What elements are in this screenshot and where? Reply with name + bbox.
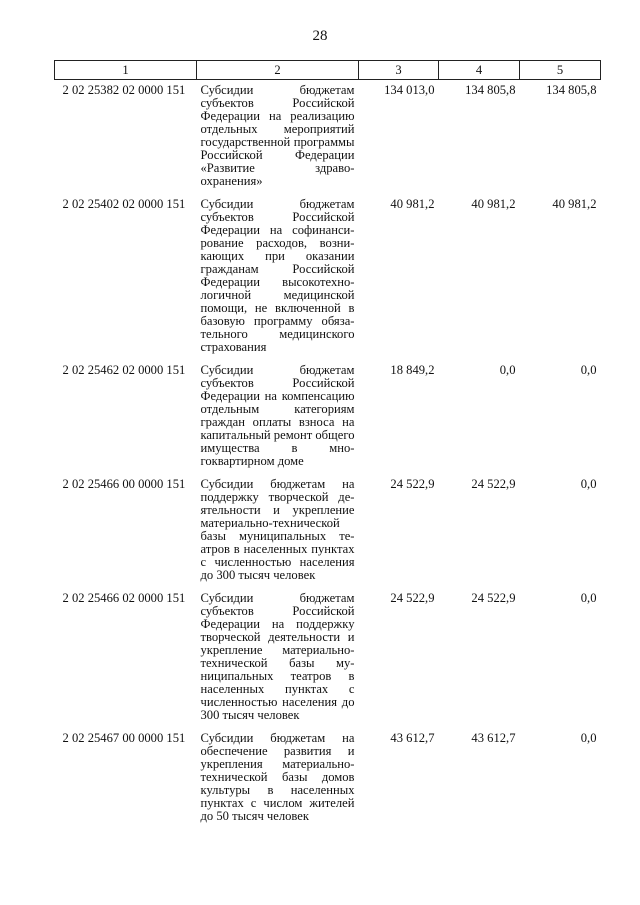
table-row	[55, 474, 601, 588]
page-number: 28	[312, 28, 328, 44]
budget-code: 2 02 25382 02 0000 151	[62, 83, 186, 97]
column-header-4: 4	[439, 61, 520, 80]
budget-code: 2 02 25466 02 0000 151	[62, 591, 186, 605]
value-col-4: 40 981,2	[471, 197, 516, 211]
value-col-5: 134 805,8	[546, 83, 597, 97]
value-col-3: 24 522,9	[390, 477, 435, 491]
budget-table	[54, 60, 601, 829]
budget-code: 2 02 25467 00 0000 151	[62, 731, 186, 745]
budget-code: 2 02 25462 02 0000 151	[62, 363, 186, 377]
table-row	[55, 588, 601, 728]
value-col-4: 134 805,8	[465, 83, 516, 97]
value-col-4: 0,0	[499, 363, 516, 377]
column-header-5: 5	[520, 61, 601, 80]
table-row	[55, 728, 601, 829]
table-row	[55, 80, 601, 195]
budget-code: 2 02 25402 02 0000 151	[62, 197, 186, 211]
value-col-5: 40 981,2	[552, 197, 597, 211]
value-col-4: 43 612,7	[471, 731, 516, 745]
value-col-3: 18 849,2	[390, 363, 435, 377]
value-col-4: 24 522,9	[471, 477, 516, 491]
value-col-5: 0,0	[580, 591, 597, 605]
column-header-1: 1	[55, 61, 197, 80]
budget-code: 2 02 25466 00 0000 151	[62, 477, 186, 491]
value-col-3: 43 612,7	[390, 731, 435, 745]
row-description: Субсидии бюджетам на поддержку творческой деятельности и укрепление материально-технической базы муниципальных театров в населенных пунктах с численностью населения до 300 тысяч человек	[200, 477, 355, 582]
value-col-5: 0,0	[580, 363, 597, 377]
row-description: Субсидии бюджетам на обеспечение развития и укрепления материально-технической базы домов культуры в населенных пунктах с числом жителей до 50 тысяч человек	[200, 731, 355, 823]
column-header-3: 3	[359, 61, 439, 80]
value-col-4: 24 522,9	[471, 591, 516, 605]
value-col-3: 40 981,2	[390, 197, 435, 211]
row-description: Субсидии бюджетам субъектов Российской Федерации на компенсацию отдельным категориям граждан оплаты взноса на капитальный ремонт общего имущества в многоквартирном доме	[200, 363, 355, 468]
value-col-5: 0,0	[580, 477, 597, 491]
column-header-2: 2	[197, 61, 359, 80]
value-col-3: 134 013,0	[384, 83, 435, 97]
row-description: Субсидии бюджетам субъектов Российской Федерации на реализацию отдельных мероприятий государственной программы Российской Федерации «Развитие здравоохранения»	[200, 83, 355, 188]
row-description: Субсидии бюджетам субъектов Российской Федерации на софинансирование расходов, возникающих при оказании гражданам Российской Федерации высокотехнологичной медицинской помощи, не включенной в базовую программу обязательного медицинского страхования	[200, 197, 355, 354]
table-row	[55, 194, 601, 360]
value-col-3: 24 522,9	[390, 591, 435, 605]
table-header-row	[55, 61, 601, 80]
row-description: Субсидии бюджетам субъектов Российской Федерации на поддержку творческой деятельности и укрепление материально-технической базы муниципальных театров в населенных пунктах с численностью населения до 300 тысяч человек	[200, 591, 355, 722]
value-col-5: 0,0	[580, 731, 597, 745]
table-row	[55, 360, 601, 474]
